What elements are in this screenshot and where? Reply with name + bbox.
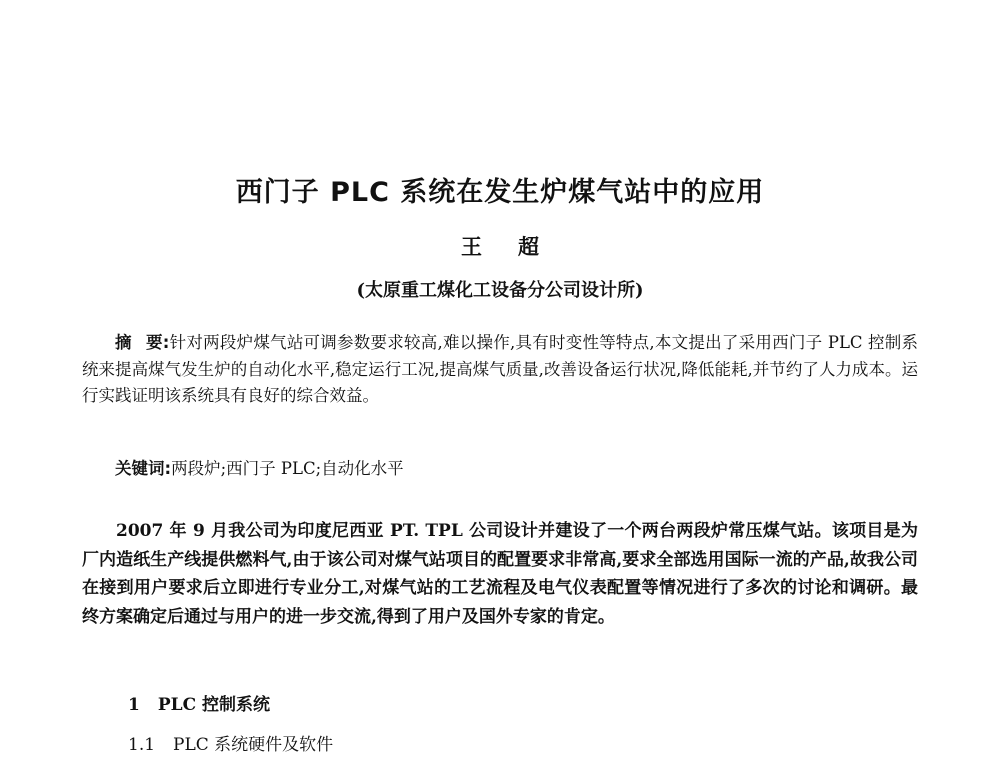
author-name xyxy=(0,231,1000,261)
section-heading xyxy=(128,690,270,715)
keywords-text: 两段炉;西门子 PLC;自动化水平 xyxy=(171,459,404,478)
author-surname: 王 xyxy=(461,234,482,259)
subsection-heading xyxy=(128,730,333,755)
abstract xyxy=(82,330,918,410)
subsection-title: PLC 系统硬件及软件 xyxy=(173,735,334,755)
keywords xyxy=(82,456,918,482)
paper-title: 西门子 PLC 系统在发生炉煤气站中的应用 xyxy=(235,177,765,208)
section-title: PLC 控制系统 xyxy=(157,695,271,715)
subsection-number: 1.1 xyxy=(128,735,156,755)
section-number: 1 xyxy=(128,695,140,715)
abstract-text: 针对两段炉煤气站可调参数要求较高,难以操作,具有时变性等特点,本文提出了采用西门子 PLC 控制系统来提高煤气发生炉的自动化水平,稳定运行工况,提高煤气质量,改善设备运行状况,降低能耗,并节约了人力成本。运行实践证明该系统具有良好的综合效益。 xyxy=(82,333,919,405)
abstract-label: 摘 要: xyxy=(115,333,170,352)
keywords-label: 关键词: xyxy=(115,459,172,478)
author-affiliation: (太原重工煤化工设备分公司设计所) xyxy=(356,280,644,301)
author-given-name: 超 xyxy=(518,234,539,259)
intro-paragraph: 2007 年 9 月我公司为印度尼西亚 PT. TPL 公司设计并建设了一个两台两段炉常压煤气站。该项目是为厂内造纸生产线提供燃料气,由于该公司对煤气站项目的配置要求非常高,要求全部选用国际一流的产品,故我公司在接到用户要求后立即进行专业分工,对煤气站的工艺流程及电气仪表配置等情况进行了多次的讨论和调研。最终方案确定后通过与用户的进一步交流,得到了用户及国外专家的肯定。 xyxy=(82,521,918,627)
